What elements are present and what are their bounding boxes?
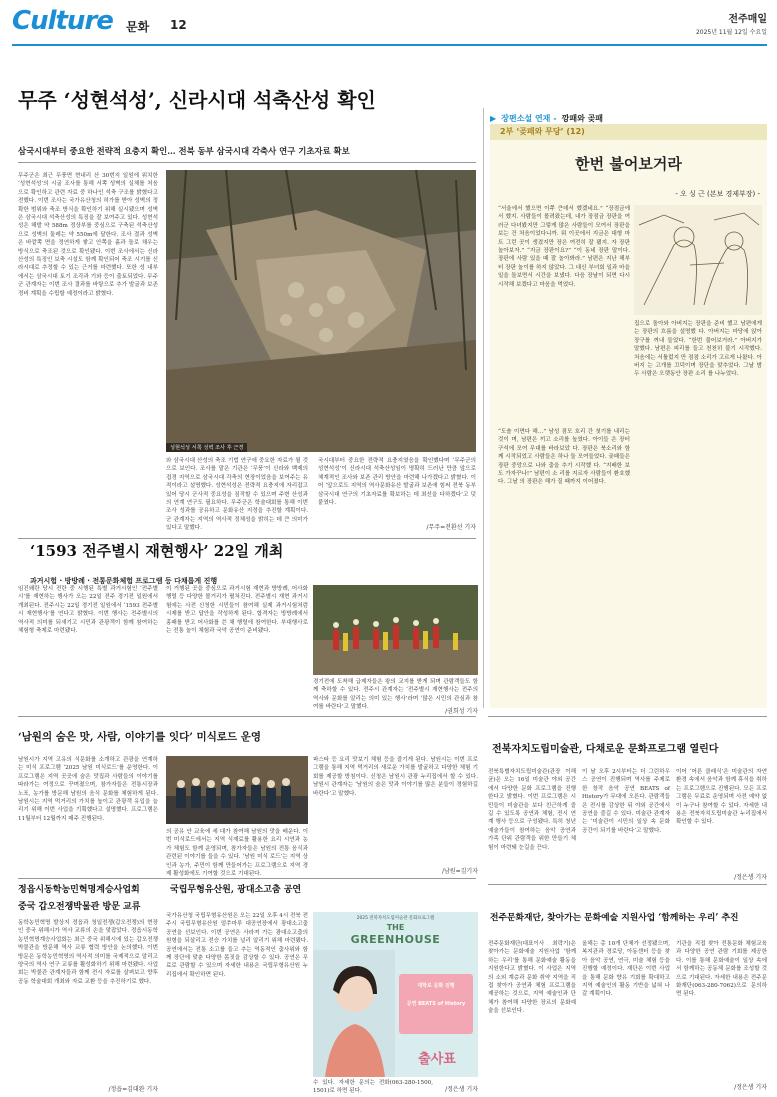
serial-chapter-title: 한번 불어보거라 <box>575 155 682 173</box>
festival-body-col1: 임진왜란 당시 전란 중 시행된 특별 과거시험인 ‘전주별시’를 재현하는 행사가 오는 22일 전주 경기전 일원에서 개최된다. 전주시는 22일 경기전 일원에서 ‘1593 전주별시 재현행사’를 연다고 밝혔다. 이번 행사는 전주별시의 역사적 의미를 되새기고 시민과 관광객이 함께 참여하는 체험형 축제로 마련됐다. <box>18 586 158 635</box>
serial-author: - 오 싱 근 (본보 경제부장) - <box>675 190 760 198</box>
masthead-rule <box>12 44 767 46</box>
poster-title1: THE <box>386 923 405 932</box>
lead-photo-caption: 성현석성 서쪽 성벽 조사 후 근경 <box>166 443 247 452</box>
namwon-body-col1: 남원시가 지역 고유의 식문화를 소개하고 관광을 연계하는 미식 프로그램 ‘2025 남원 미식로드’를 운영한다. 이 프로그램은 지역 곳곳에 숨은 맛집과 사람들의 이야기를 따라가는 여정으로 꾸며졌으며, 참가자들은 전통시장과 노포, 농가를 방문해 남원의 음식 문화를 체험하게 된다. 남원시는 지역 먹거리의 가치를 높이고 관광객 유입을 늘리기 위해 이번 사업을 기획했다고 설명했다. 프로그램은 11월부터 12월까지 매주 진행된다. <box>18 757 158 822</box>
serial-marker-icon: ▶ <box>490 114 497 123</box>
museum-body-col2: 이 날 오후 2시부터는 더 그린하우스 공연이 진행되며 역사를 주제로 한 창작 음악 공연 BEATS of History가 무대에 오른다. 관람객들은 전시를 감상한 뒤 야외 공간에서 공연을 즐길 수 있다. 미술관 관계자는 ‘미술관이 시민의 일상 속 문화 공간이 되기를 바란다’고 말했다. <box>582 769 670 834</box>
namwon-group-photo <box>166 756 308 824</box>
namwon-title: ‘남원의 숨은 맛, 사람, 이야기를 잇다’ 미식로드 운영 <box>18 731 262 743</box>
column-divider <box>483 108 484 708</box>
gugak-byline: /정은생 기자 <box>445 1086 478 1093</box>
serial-label: 장편소설 연재 - <box>501 114 557 123</box>
museum-title: 전북자치도립미술관, 다채로운 문화프로그램 열린다 <box>492 744 719 755</box>
foundation-byline: /정은생 기자 <box>734 1084 767 1091</box>
jeongeup-title-line1: 정읍시동학농민혁명계승사업회 <box>18 885 140 895</box>
serial-header <box>490 106 766 122</box>
museum-body-col1: 전북특별자치도립미술관(관장 이해균)은 오는 16일 미술관 야외 공간에서 다양한 문화 프로그램을 진행한다고 밝혔다. 이번 프로그램은 시민들이 미술관을 보다 친근하게 즐길 수 있도록 공연과 체험, 전시 연계 행사 등으로 구성됐다. 특히 청년 예술가들이 참여하는 음악 공연과 가족 단위 관람객을 위한 만들기 체험이 마련돼 눈길을 끈다. <box>488 769 576 851</box>
section-title-en: Culture <box>12 6 113 36</box>
gugak-title: 국립무형유산원, 광대소고춤 공연 <box>170 885 302 895</box>
gugak-body-col2: 수 있다. 자세한 문의는 전화(063-280-1500, 1501)로 하면 된다. <box>313 1080 433 1095</box>
festival-body-col2: 이 거행된 곳을 중심으로 과거시험 재현과 방방례, 어사화 행렬 등 다양한 볼거리가 펼쳐진다. 전주별시 재현 과거시험에는 사전 신청한 시민들이 참여해 실제 과거시험처럼 시제를 받고 답안을 작성하게 된다. 합격자는 방방례에서 홍패를 받고 어사화를 쓴 채 행렬에 참여한다. 부대행사로는 전통 놀이 체험과 국악 공연이 준비됐다. <box>166 586 308 635</box>
serial-episode: 2부 ‘곶패와 무당’ (12) <box>500 127 585 136</box>
festival-photo <box>313 585 478 675</box>
lead-title: 무주 ‘성현석성’, 신라시대 석축산성 확인 <box>18 88 376 112</box>
lead-photo <box>166 170 476 452</box>
namwon-photo <box>166 756 308 824</box>
foundation-top-rule <box>488 884 767 885</box>
festival-title: ‘1593 전주별시 재현행사’ 22일 개최 <box>30 542 284 560</box>
serial-illustration-drawing <box>634 205 762 315</box>
foundation-body-col2: 올해는 총 10개 단체가 선정됐으며, 복지관과 경로당, 아동센터 등을 찾아 음악 공연, 연극, 미술 체험 등을 진행할 예정이다. 재단은 이번 사업을 통해 문화 향유 기회를 확대하고 지역 예술인의 활동 기반을 넓혀 나갈 계획이다. <box>582 941 670 998</box>
masthead <box>12 8 767 48</box>
museum-body-col3: 이어 ‘어른 클래식’은 미술관의 자연환경 속에서 음악과 함께 휴식을 취하는 프로그램으로 진행된다. 모든 프로그램은 무료로 운영되며 사전 예약 없이 누구나 참여할 수 있다. 자세한 내용은 전북자치도립미술관 누리집에서 확인할 수 있다. <box>676 769 767 826</box>
namwon-top-rule <box>18 716 476 717</box>
festival-body-col3: 경기전에 도착해 급제자들은 왕의 교지를 받게 되며 관람객들도 함께 축하할 수 있다. 전주시 관계자는 ‘전주별시 재현행사는 전주의 역사와 문화를 알리는 의미 있는 행사’라며 ‘많은 시민의 관심과 참여를 바란다’고 말했다. <box>313 679 478 711</box>
foundation-body-col3: 기관을 직접 찾아 전통문화 체험교육과 다양한 공연 관람 기회를 제공한다. 이를 통해 문화예술이 일상 속에서 함께하는 공동체 문화를 조성할 것으로 기대된다. 자세한 내용은 전주문화재단(063-280-7062)으로 문의하면 된다. <box>676 941 767 998</box>
festival-subtitle: 과거시험 · 방방례 · 전통문화체험 프로그램 등 다채롭게 진행 <box>30 577 218 585</box>
museum-top-rule <box>488 716 767 717</box>
namwon-byline: /남원=김기자 <box>441 868 478 875</box>
lead-subtitle-rule <box>18 162 476 163</box>
page-number: 12 <box>170 18 187 32</box>
jeongeup-title-line2: 중국 갑오전쟁박물관 방문 교류 <box>18 902 141 912</box>
serial-body-col2: “도솔 이면다 해…” 남성 점모 호리 간 첫기를 내리는 것이 며, 남편은 끼고 소리를 높였다. 아이들 은 장터 구석에 모여 무대를 바라보았 다. 장판은 북소리와 함께 시작되었고 사람들은 하나 둘 모여들었다. 곶패들은 장판 중앙으로 나와 춤을 추기 시작했 다. “지배한 보도 가자꾸나!” 남편이 소 리를 지르자 사람들이 환호했다. 그날 의 장판은 해가 질 때까지 이어졌다. <box>498 429 630 486</box>
poster-title2: GREENHOUSE <box>350 933 441 946</box>
poster-event2: 공연 BEATS of History <box>406 1001 466 1007</box>
fortress-wall-photo <box>166 170 476 452</box>
jeongeup-body: 동학농민혁명 발상지 정읍과 청일전쟁(갑오전쟁)의 현장인 중국 위해시가 역사 교류의 손을 맞잡았다. 정읍시동학농민혁명계승사업회는 최근 중국 위해시에 있는 갑오전쟁박물관을 방문해 역사 교류 협력 방안을 논의했다. 이번 방문은 동학농민혁명의 역사적 의미를 국제적으로 알리고 양국의 역사 연구 교류를 활성화하기 위해 마련됐다. 사업회는 박물관 관계자들과 함께 전시 자료를 살펴보고 향후 공동 학술대회 개최와 자료 교환 등을 추진하기로 했다. <box>18 920 158 985</box>
issue-date: 2025년 11월 12일 수요일 <box>695 29 767 36</box>
museum-byline: /정은생 기자 <box>734 874 767 881</box>
namwon-body-col3: 파스타 등 요리 맛보기 체험 등을 즐기게 된다. 남원시는 이번 프로그램을 통해 지역 먹거리의 새로운 가치를 발굴하고 다양한 체험 기회를 제공할 방침이다. 신청은 남원시 관광 누리집에서 할 수 있다. 남원시 관계자는 ‘남원의 숨은 맛과 이야기를 많은 분들이 경험하길 바란다’고 말했다. <box>313 757 478 797</box>
serial-body-col3: 집으로 돌아와 아버지는 장판을 준비 했고 남편에게는 장판의 흐름을 설명했 다. 아버지는 마당에 앉아 장구를 꺼내 들었다. “한번 불어보거라.” 아버지가 말했다. 남편은 피리를 들고 천천히 불기 시작했다. 처음에는 서툴렀지 만 점점 소리가 고르게 나왔다. 아버지 는 고개를 끄덕이며 장단을 맞추었다. 그날 밤 두 사람은 오랫동안 장판 소리 를 나누었다. <box>634 321 762 378</box>
lead-subtitle: 삼국시대부터 중요한 전략적 요충지 확인… 전북 동부 삼국시대 각축사 연구 기초자료 확보 <box>18 146 350 156</box>
gugak-body: 국가유산청 국립무형유산원은 오는 22일 오후 4시 전북 전주시 국립무형유산원 얼쑤마루 대공연장에서 광대소고춤 공연을 선보인다. 이번 공연은 사라져 가는 광대소고춤의 원형을 되살리고 전승 가치를 널리 알리기 위해 마련됐다. 공연에서는 전통 소고를 들고 추는 역동적인 춤사위와 함께 장단에 맞춘 다양한 몸짓을 감상할 수 있다. 공연은 무료로 관람할 수 있으며 자세한 내용은 국립무형유산원 누리집에서 확인하면 된다. <box>166 913 309 978</box>
festival-byline: /권희성 기자 <box>445 708 478 715</box>
poster-portrait <box>313 950 395 1077</box>
serial-illustration <box>634 205 762 315</box>
lead-body-col3: 국시대부터 중요한 전략적 요충지였음을 확인했다며 ‘무주군의 성현석성’이 신라시대 석축산성임이 명확히 드러난 만큼 앞으로 체계적인 조사와 보존 관리 방안을 마련해 나가겠다고 밝혔다. 이어 ‘앞으로도 지역의 역사문화유산 발굴과 보존에 힘써 전북 동부 삼국시대 연구의 기초자료를 확보하는 데 최선을 다하겠다’고 덧붙였다. <box>318 458 476 507</box>
poster-bottom-text: 출사표 <box>418 1052 456 1067</box>
jeongeup-top-rule <box>18 878 476 879</box>
foundation-title: 전주문화재단, 찾아가는 문화예술 지원사업 ‘함께하는 우리’ 추진 <box>490 913 739 923</box>
serial-title: 깡패와 곶패 <box>561 114 604 123</box>
paper-name: 전주매일 <box>728 14 767 25</box>
lead-body-col2: 와 삼국시대 산성의 축조 기법 연구에 중요한 자료가 될 것으로 보인다. 조사를 맡은 기관은 ‘무풍’이 신라와 백제의 접경 지역으로 삼국시대 각축의 현장이었음을 보여주는 유적이라고 설명했다. 성현석성은 전략적 요충지에 자리잡고 있어 당시 군사적 중요성을 짐작할 수 있으며 주변 산성과의 연계 연구도 필요하다. 무주군은 학술대회를 통해 이번 조사 성과를 공유하고 문화유산 지정을 추진할 계획이다. 군 관계자는 지역의 역사적 정체성을 밝히는 데 큰 의미가 있다고 말했다. <box>166 458 308 532</box>
jeongeup-byline: /정읍=김대완 기자 <box>108 1086 158 1093</box>
festival-parade-photo <box>313 585 478 675</box>
festival-top-rule <box>18 538 476 539</box>
serial-body-col1: “서울에서 했으면 이쭈 큰데서 했겠네요.” “장점금에서 했지. 사람들이 몰려왔는데, 내가 장점금 장판을 여러군 다녀봤지만 그렇게 많은 사람들이 모여서 장판을 보는 건 처음이었다니까. 뭐 이곳에서 지금은 대형 마트 그런 곳이 생겼지만 장은 여전히 잘 됐지. 자 장판 놀아보자.” “지금 장판이요?” “이 동네 장판 말이다. 장판에 사람 있을 때 잘 놀아봐라.” 남편은 지난 해부터 장판 놀이를 하지 않았다. 그 대신 부녀회 일과 마을 일을 돌보면서 시간을 보냈다. 다음 장날이 되면 다시 시작해 보겠다고 마음을 먹었다. <box>498 206 630 288</box>
poster-top-text: 2025 전북자치도립미술관 문화프로그램 <box>356 916 435 921</box>
foundation-body-col1: 전주문화재단(대표이사 최락기)은 찾아가는 문화예술 지원사업 ‘함께하는 우리’를 통해 문화예술 활동을 지원한다고 밝혔다. 이 사업은 지역의 소외 계층과 문화 취약 지역을 직접 찾아가 공연과 체험 프로그램을 제공하는 것으로, 지역 예술인과 단체가 참여해 다양한 장르의 문화예술을 선보인다. <box>488 941 576 1015</box>
greenhouse-poster <box>313 912 478 1077</box>
namwon-body-col2: 의 공유 안 교육에 세 대가 참여해 남원의 맛을 배운다. 이번 미식로드에서는 지역 식재료를 활용한 요리 시연과 농가 체험도 함께 운영되며, 참가자들은 남원의 전통 음식과 관련된 이야기를 들을 수 있다. ‘남원 미식 로드’는 지역 상인과 농가, 주민이 함께 만들어가는 프로그램으로 지역 경제 활성화에도 기여할 것으로 기대된다. <box>166 829 308 878</box>
poster-event1: 대학로 문화 진행 <box>417 983 455 989</box>
section-title-ko: 문화 <box>126 20 150 34</box>
lead-byline: /무주=전환선 기자 <box>426 524 476 531</box>
lead-body-col1: 무주군은 최근 무풍면 현내리 산 30번지 일원에 위치한 ‘성현석성’의 시굴 조사를 통해 서쪽 성벽의 실체를 처음으로 확인하고 관련 자료 중 하나인 석축 구조를 밝혔다고 전했다. 이번 조사는 국가유산청의 허가를 받아 성벽의 정확한 범위와 축조 방식을 확인하기 위해 실시됐으며 성벽은 삼국시대 석축산성의 특징을 잘 보여주고 있다. 성현석성은 해발 약 588m 정상부를 중심으로 구축된 석축산성으로 성벽의 둘레는 약 550m에 달한다. 조사 결과 성벽은 바깥쪽 면을 정연하게 쌓고 안쪽을 흙과 돌로 채우는 방식으로 축조된 것으로 확인됐다. 이번 조사에서는 신라 산성의 특징인 보축 시설도 함께 확인되어 축조 시기를 신라시대로 추정할 수 있는 근거를 마련했다. 또한 성 내부에서는 삼국시대 토기 조각과 기와 등이 출토되었다. 무주군 관계자는 이번 조사 결과를 바탕으로 추가 발굴과 보존 정비 계획을 수립할 예정이라고 밝혔다. <box>18 173 158 297</box>
